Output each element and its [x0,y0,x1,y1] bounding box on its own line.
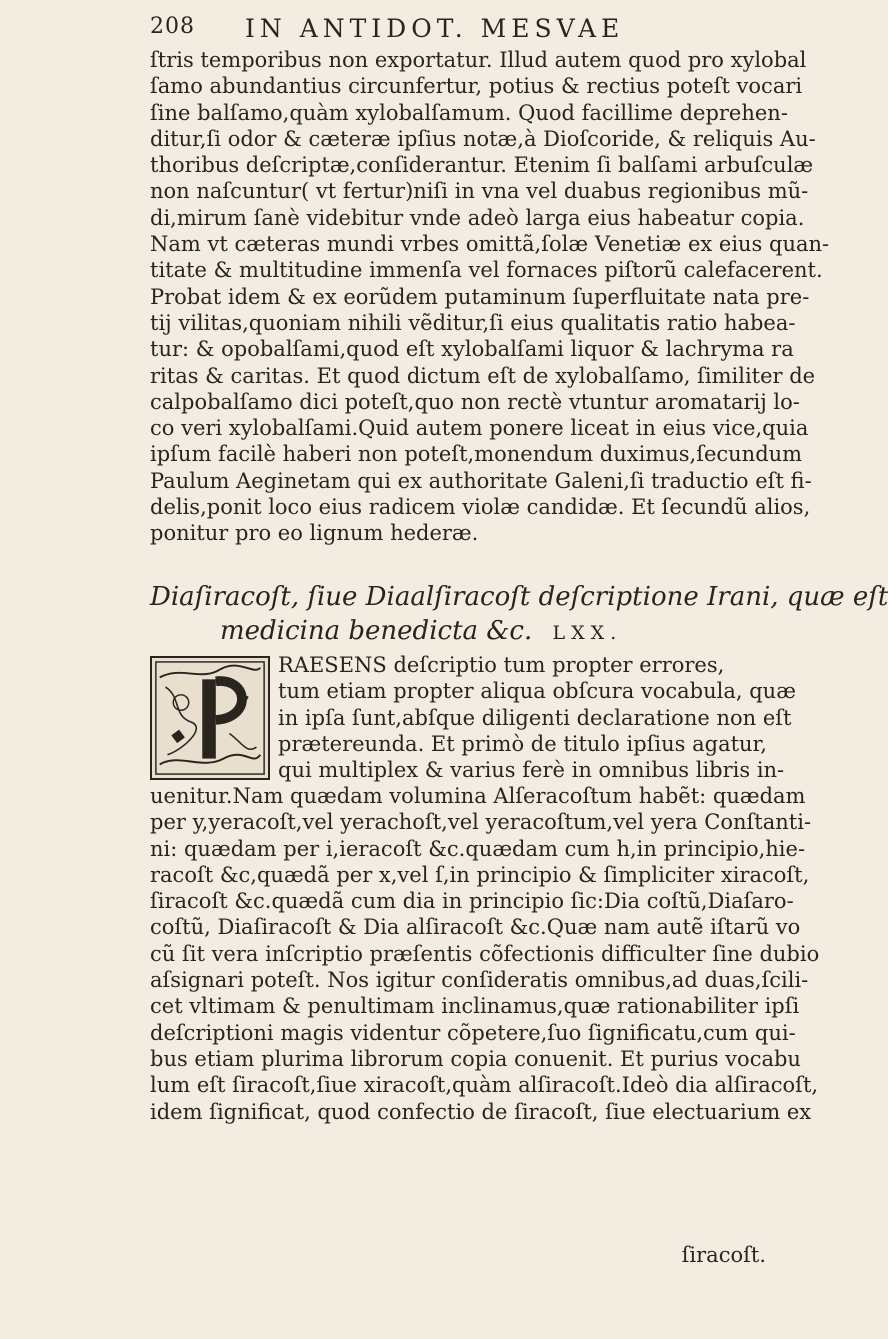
chapter-number: LXX. [552,622,623,644]
folio-number: 208 [150,14,195,39]
text-line: cet vltimam & penultimam inclinamus,quæ rationabiliter ipſi [150,994,800,1019]
heading-line-1: Diaſiracoſt, ſiue Diaalſiracoſt deſcriptione Irani, quæ eſt [150,582,888,612]
paragraph-body [150,783,820,1125]
text-line: per y,yeracoſt,vel yerachoſt,vel yeracoſtum,vel yera Conſtanti- [150,810,812,835]
text-line: uenitur.Nam quædam volumina Alſeracoſtum habẽt: quædam [150,784,806,808]
catchword: ſiracoſt. [681,1243,766,1267]
text-line: ſtris temporibus non exportatur. Illud autem quod pro xylobal [150,48,807,72]
text-line: Nam vt cæteras mundi vrbes omittã,ſolæ Venetiæ ex eius quan- [150,232,830,257]
text-line: Probat idem & ex eorũdem putaminum ſuperfluitate nata pre- [150,284,810,309]
text-line: ipſum facilè haberi non poteſt,monendum duximus,ſecundum [150,442,803,467]
text-line: RAESENS deſcriptio tum propter errores, [278,653,725,677]
text-line: Paulum Aeginetam qui ex authoritate Galeni,ſi traductio eſt fi- [150,468,812,493]
text-line: prætereunda. Et primò de titulo ipſius agatur, [278,731,767,756]
paragraph-opening [278,652,796,783]
ornamental-initial-icon [150,656,270,780]
text-line: ſine balſamo,quàm xylobalſamum. Quod facillime deprehen- [150,100,788,125]
text-line: aſsignari poteſt. Nos igitur conſideratis omnibus,ad duas,ſcili- [150,968,809,993]
text-line: coſtũ, Diaſiracoſt & Dia alſiracoſt &c.Quæ nam autẽ iſtarũ vo [150,915,801,940]
text-line: co veri xylobalſami.Quid autem ponere liceat in eius vice,quia [150,416,809,441]
text-line: lum eſt ſiracoſt,ſiue xiracoſt,quàm alſiracoſt.Ideò dia alſiracoſt, [150,1073,819,1098]
heading-line-2-text: medicina benedicta &c. [220,616,533,646]
text-line: ponitur pro eo lignum hederæ. [150,521,479,546]
text-line: bus etiam plurima librorum copia conuenit. Et purius vocabu [150,1046,801,1071]
page-header [150,14,770,48]
text-line: qui multiplex & varius ferè in omnibus libris in- [278,758,785,783]
text-line: in ipſa ſunt,abſque diligenti declaratione non eſt [278,705,792,730]
text-line: tij vilitas,quoniam nihili vẽditur,ſi eius qualitatis ratio habea- [150,310,796,335]
text-line: ditur,ſi odor & cæteræ ipſius notæ,à Dioſcoride, & reliquis Au- [150,126,816,151]
text-line: ſiracoſt &c.quædã cum dia in principio ſic:Dia coſtũ,Diaſaro- [150,889,794,914]
heading-line-2 [150,614,775,648]
text-line: calpobalſamo dici poteſt,quo non rectè vtuntur aromatarij lo- [150,389,800,414]
text-line: tur: & opobalſami,quod eſt xylobalſami liquor & lachryma ra [150,337,794,362]
text-line: ritas & caritas. Et quod dictum eſt de xylobalſamo, ſimiliter de [150,363,816,388]
text-line: cũ ſit vera inſcriptio præſentis cõfectionis difficulter ſine dubio [150,941,820,966]
text-line: racoſt &c,quædã per x,vel ſ,in principio & ſimpliciter xiracoſt, [150,862,810,887]
paragraph-continued [150,47,830,547]
text-line: delis,ponit loco eius radicem violæ candidæ. Et ſecundũ alios, [150,495,811,520]
chapter-heading [150,580,888,648]
text-line: tum etiam propter aliqua obſcura vocabula, quæ [278,679,796,704]
text-line: ſamo abundantius circunfertur, potius & rectius poteſt vocari [150,74,803,99]
text-line: ni: quædam per i,ieracoſt &c.quædam cum h,in principio,hie- [150,836,806,861]
text-line: idem ſignificat, quod confectio de ſiracoſt, ſiue electuarium ex [150,1099,812,1124]
text-line: thoribus deſcriptæ,conſiderantur. Etenim ſi balſami arbuſculæ [150,153,814,178]
text-line: di,mirum ſanè videbitur vnde adeò larga eius habeatur copia. [150,205,805,230]
text-line: non naſcuntur( vt fertur)niſi in vna vel duabus regionibus mũ- [150,179,809,204]
text-line: deſcriptioni magis videntur cõpetere,ſuo ſignificatu,cum qui- [150,1020,796,1045]
text-line: titate & multitudine immenſa vel fornaces piſtorũ calefacerent. [150,258,823,283]
running-title: IN ANTIDOT. MESVAE [245,14,625,43]
